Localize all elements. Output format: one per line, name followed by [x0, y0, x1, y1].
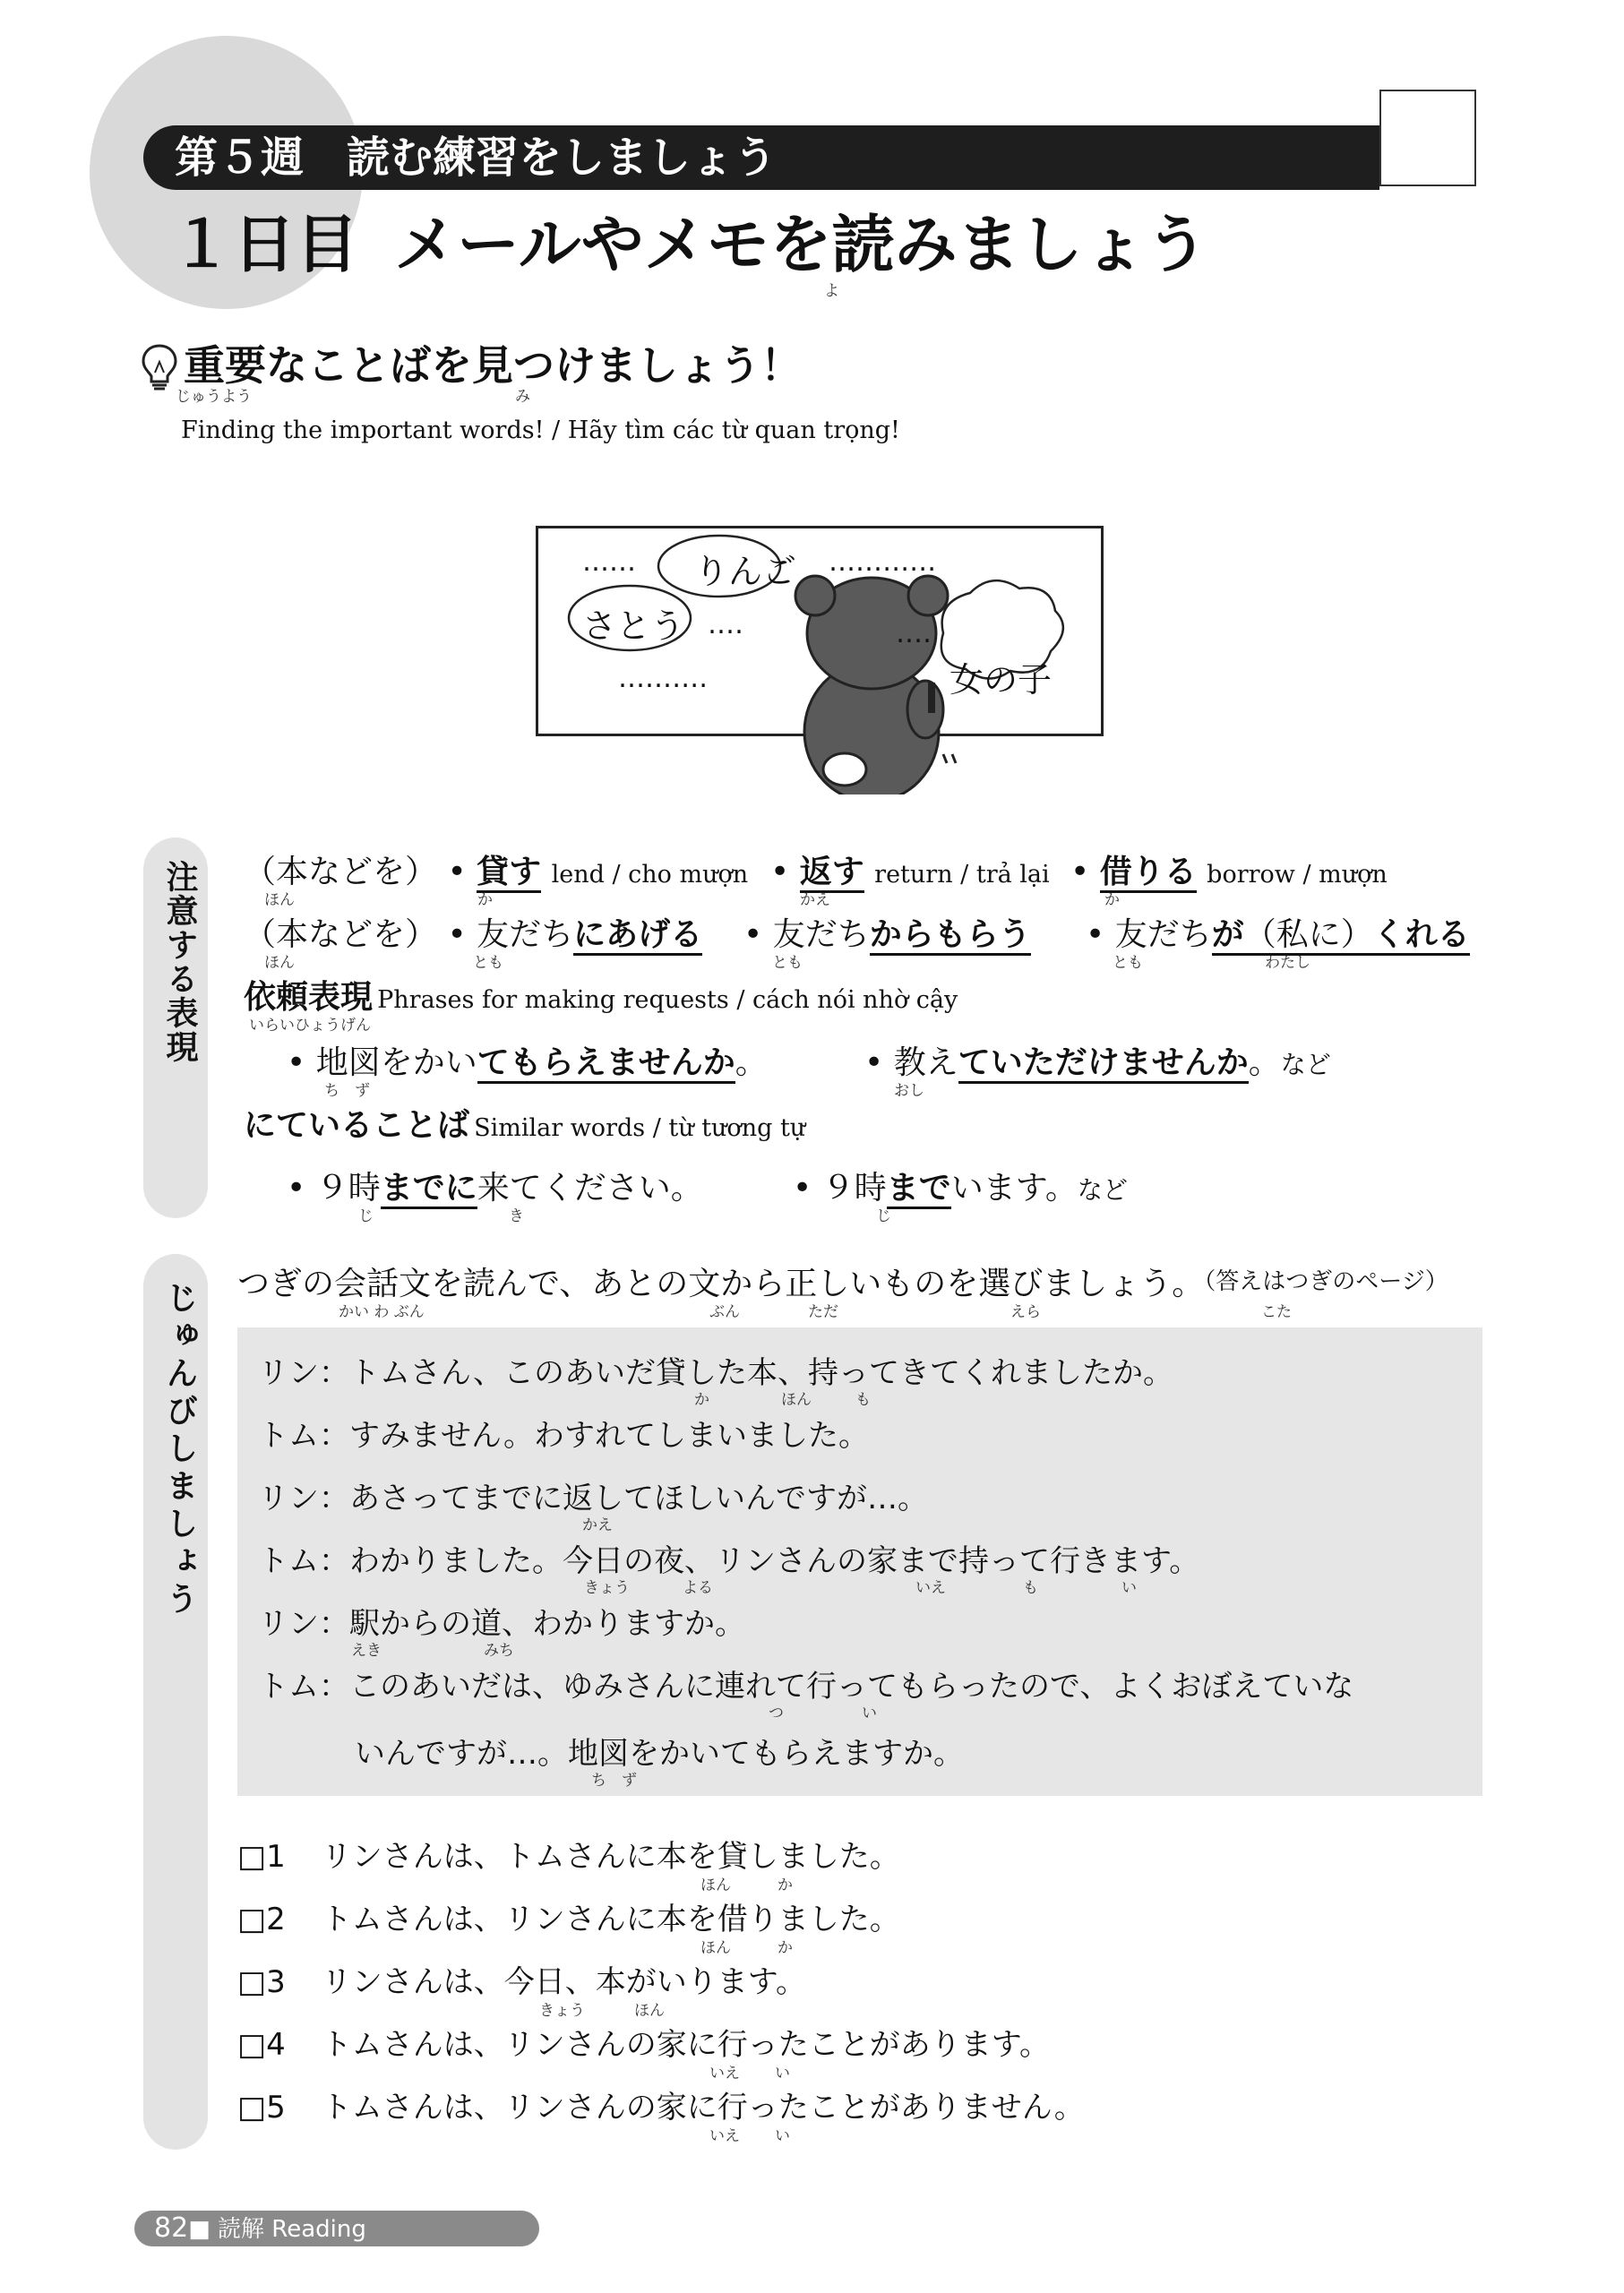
illustration-word-satou: さとう: [582, 606, 685, 646]
option-checkbox[interactable]: □: [237, 2027, 267, 2063]
preparation-tab-label: じゅんびしましょう: [161, 1281, 198, 1619]
expressions-tab-label: 注意する表現: [161, 860, 198, 1064]
illustration-word-onnanoko: 女の子: [949, 660, 1053, 700]
option-checkbox[interactable]: □: [237, 1839, 267, 1875]
word-kasu: 貸す: [477, 854, 541, 893]
footer-section: 読解 Reading: [218, 2216, 366, 2243]
option-row-2[interactable]: □2 トムさんは、リンさんに本を借りました。: [237, 1902, 900, 1937]
option-row-5[interactable]: □5 トムさんは、リンさんの家に行ったことがありません。: [237, 2090, 1085, 2126]
request-example-1: • 地図をかいてもらえませんか。: [287, 1037, 768, 1083]
option-row-4[interactable]: □4 トムさんは、リンさんの家に行ったことがあります。: [237, 2027, 1051, 2063]
expression-row-1b: • 返す return / trả lại: [770, 846, 1050, 892]
instruction-row: [237, 1258, 1448, 1304]
day-title-ruby: よ: [824, 282, 839, 300]
expression-row-1: （本などを） • 貸す lend / cho mượn: [244, 846, 748, 892]
word-kaesu: 返す: [800, 854, 864, 893]
similar-heading: にていることば: [244, 1107, 470, 1144]
dialogue-line: トム：わかりました。今日の夜、リンさんの家まで持って行きます。: [258, 1543, 1200, 1579]
answer-note: （答えはつぎのページ）: [1204, 1268, 1448, 1295]
instruction-text: つぎの会話文を読んで、あとの文から正しいものを選びましょう。: [237, 1266, 1205, 1302]
key-words-subtitle: Finding the important words! / Hãy tìm các từ quan trọng!: [181, 417, 900, 444]
expression-row-1c: • 借りる borrow / mượn: [1070, 846, 1388, 892]
expression-row-2c: • 友だちが（私に）くれる: [1086, 909, 1470, 955]
similar-example-1: • ９時までに来てください。: [287, 1163, 703, 1208]
option-checkbox[interactable]: □: [237, 2090, 267, 2126]
requests-gloss: Phrases for making requests / cách nói nhờ cậy: [377, 986, 958, 1014]
key-title-ruby-1: じゅうよう: [176, 388, 252, 406]
footer-square: ■: [188, 2216, 211, 2243]
word-kariru: 借りる: [1100, 854, 1197, 893]
dialogue-line: リン：あさってまでに返してほしいんですが…。: [258, 1481, 928, 1516]
dialogue-line: トム：すみません。わすれてしまいました。: [258, 1418, 870, 1454]
lightbulb-icon: [139, 342, 180, 392]
expression-row-2: （本などを） • 友だちにあげる: [244, 909, 702, 955]
illustration-dots-5: ‥‥: [896, 618, 932, 649]
day-heading: メールやメモを読みましょう: [394, 208, 1208, 281]
day-label: １日目: [170, 208, 358, 281]
option-row-3[interactable]: □3 リンさんは、今日、本がいります。: [237, 1964, 807, 2000]
similar-heading-row: [244, 1100, 805, 1146]
page-number: 82: [154, 2212, 189, 2244]
requests-heading-row: [244, 972, 958, 1018]
illustration-dots-2: ‥‥‥‥‥‥: [829, 546, 937, 578]
footer: [154, 2211, 366, 2246]
similar-example-2: • ９時までいます。など: [793, 1163, 1128, 1208]
illustration-word-ringo: りんご: [694, 552, 797, 591]
key-words-title: 重要なことばを見つけましょう！: [184, 341, 802, 390]
option-row-1[interactable]: □1 リンさんは、トムさんに本を貸しました。: [237, 1839, 900, 1875]
illustration-dots-4: ‥‥‥‥‥: [618, 663, 709, 694]
illustration-dots-1: ‥‥‥: [582, 546, 637, 578]
dialogue-line: トム：このあいだは、ゆみさんに連れて行ってもらったので、よくおぼえていな: [258, 1669, 1354, 1705]
week-title: 第５週 読む練習をしましょう: [175, 133, 778, 183]
day-title: [170, 204, 1208, 285]
option-checkbox[interactable]: □: [237, 1964, 267, 2000]
request-example-2: • 教えていただけませんか。など: [864, 1037, 1331, 1083]
expression-row-2b: • 友だちからもらう: [743, 909, 1031, 955]
completion-checkbox[interactable]: [1379, 90, 1476, 186]
dialogue-line-continued: いんですが…。地図をかいてもらえますか。: [355, 1736, 964, 1772]
illustration-dots-3: ‥‥: [708, 609, 744, 640]
similar-gloss: Similar words / từ tương tự: [474, 1114, 806, 1142]
dialogue-line: リン：トムさん、このあいだ貸した本、持ってきてくれましたか。: [258, 1355, 1174, 1391]
requests-heading: 依頼表現: [244, 979, 374, 1016]
dialogue-line: リン：駅からの道、わかりますか。: [258, 1606, 745, 1642]
option-checkbox[interactable]: □: [237, 1902, 267, 1937]
key-title-ruby-2: み: [515, 388, 530, 406]
